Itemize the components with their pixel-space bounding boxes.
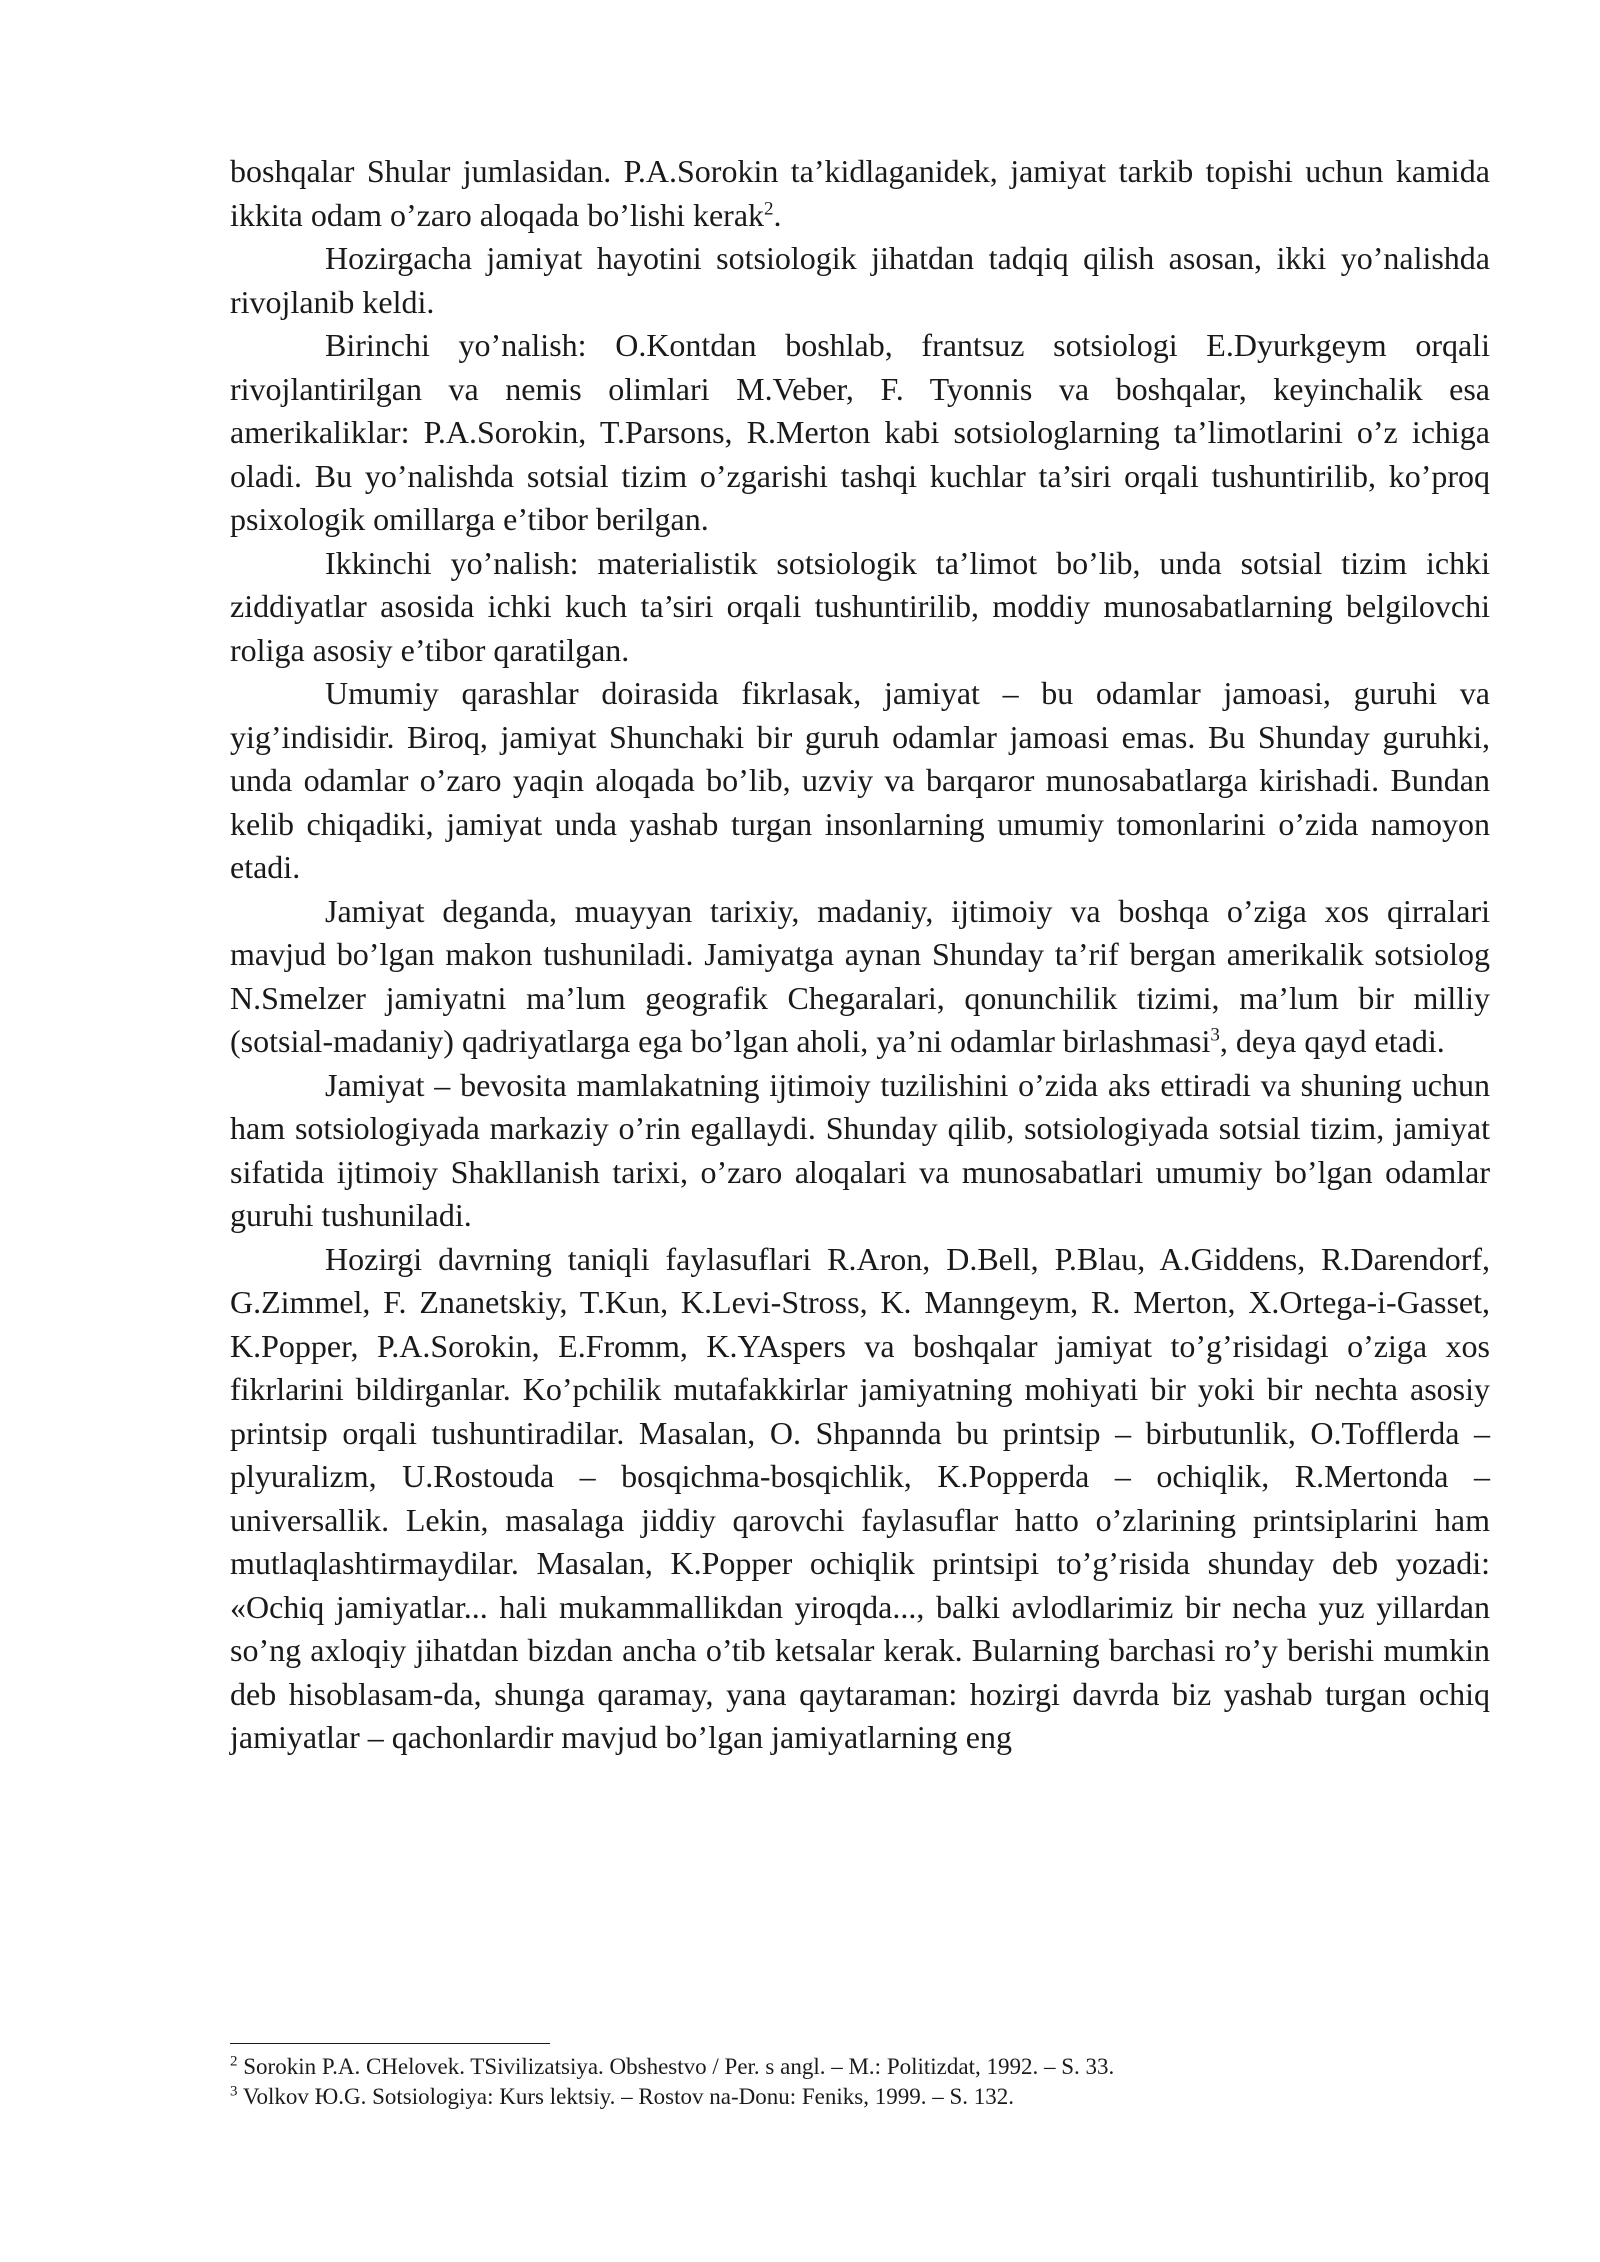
footnote-separator: [230, 2043, 550, 2044]
footnote-text: Volkov Ю.G. Sotsiologiya: Kurs lektsiy. – Rostov na-Donu: Feniks, 1999. – S. 132.: [242, 2084, 1015, 2109]
footnote-ref-2: 2: [764, 197, 774, 219]
footnotes: [230, 2052, 1490, 2112]
footnote-2: [230, 2052, 1490, 2082]
paragraph-5: Umumiy qarashlar doirasida fikrlasak, jamiyat – bu odamlar jamoasi, guruhi va yig’indisidir. Biroq, jamiyat Shunchaki bir guruh odamlar jamoasi emas. Bu Shunday guruhki, unda odamlar o’zaro yaqin aloqada bo’lib, uzviy va barqaror munosabatlarga kirishadi. Bundan kelib chiqadiki, jamiyat unda yashab turgan insonlarning umumiy tomonlarini o’zida namoyon etadi.: [230, 675, 1490, 885]
paragraph-4: Ikkinchi yo’nalish: materialistik sotsiologik ta’limot bo’lib, unda sotsial tizim ichki ziddiyatlar asosida ichki kuch ta’siri orqali tushuntirilib, moddiy munosabatlarning belgilovchi roliga asosiy e’tibor qaratilgan.: [230, 544, 1490, 668]
document-page: [230, 150, 1490, 1760]
footnote-text: Sorokin P.A. CHelovek. TSivilizatsiya. Obshestvo / Per. s angl. – M.: Politizdat, 1992. – S. 33.: [243, 2054, 1115, 2079]
body-text: [230, 150, 1490, 1760]
paragraph-8: Hozirgi davrning taniqli faylasuflari R.Aron, D.Bell, P.Blau, A.Giddens, R.Darendorf, G.Zimmel, F. Znanetskiy, T.Kun, K.Levi-Stross, K. Manngeym, R. Merton, X.Ortega-i-Gasset, K.Popper, P.A.Sorokin, E.Fromm, K.YAspers va boshqalar jamiyat to’g’risidagi o’ziga xos fikrlarini bildirganlar. Ko’pchilik mutafakkirlar jamiyatning mohiyati bir yoki bir nechta asosiy printsip orqali tushuntiradilar. Masalan, O. Shpannda bu printsip – birbutunlik, O.Tofflerda – plyuralizm, U.Rostouda – bosqichma-bosqichlik, K.Popperda – ochiqlik, R.Mertonda – universallik. Lekin, masalaga jiddiy qarovchi faylasuflar hatto o’zlarining printsiplarini ham mutlaqlashtirmaydilar. Masalan, K.Popper ochiqlik printsipi to’g’risida shunday deb yozadi: «Ochiq jamiyatlar... hali mukammallikdan yiroqda..., balki avlodlarimiz bir necha yuz yillardan so’ng axloqiy jihatdan bizdan ancha o’tib ketsalar kerak. Bularning barchasi ro’y berishi mumkin deb hisoblasam-da, shunga qaramay, yana qaytaraman: hozirgi davrda biz yashab turgan ochiq jamiyatlar – qachonlardir mavjud bo’lgan jamiyatlarning eng: [230, 1240, 1490, 1755]
footnote-number: 3: [230, 2083, 238, 2100]
paragraph-2: Hozirgacha jamiyat hayotini sotsiologik jihatdan tadqiq qilish asosan, ikki yo’nalishda rivojlanib keldi.: [230, 240, 1490, 320]
paragraph-1: [230, 150, 1490, 237]
footnote-3: [230, 2082, 1490, 2112]
paragraph-6: [230, 890, 1490, 1064]
footnote-number: 2: [230, 2053, 238, 2070]
paragraph-text: boshqalar Shular jumlasidan. P.A.Sorokin ta’kidlaganidek, jamiyat tarkib topishi uchun kamida ikkita odam o’zaro aloqada bo’lishi kerak: [230, 153, 1490, 233]
paragraph-text: , deya qayd etadi.: [1219, 1023, 1445, 1059]
paragraph-3: Birinchi yo’nalish: O.Kontdan boshlab, frantsuz sotsiologi E.Dyurkgeym orqali rivojlantirilgan va nemis olimlari M.Veber, F. Tyonnis va boshqalar, keyinchalik esa amerikaliklar: P.A.Sorokin, T.Parsons, R.Merton kabi sotsiologlarning ta’limotlarini o’z ichiga oladi. Bu yo’nalishda sotsial tizim o’zgarishi tashqi kuchlar ta’siri orqali tushuntirilib, ko’proq psixologik omillarga e’tibor berilgan.: [230, 327, 1490, 537]
footnote-ref-3: 3: [1210, 1024, 1220, 1046]
paragraph-7: Jamiyat – bevosita mamlakatning ijtimoiy tuzilishini o’zida aks ettiradi va shuning uchun ham sotsiologiyada markaziy o’rin egallaydi. Shunday qilib, sotsiologiyada sotsial tizim, jamiyat sifatida ijtimoiy Shakllanish tarixi, o’zaro aloqalari va munosabatlari umumiy bo’lgan odamlar guruhi tushuniladi.: [230, 1066, 1490, 1233]
paragraph-text: .: [773, 196, 782, 233]
paragraph-text: Jamiyat deganda, muayyan tarixiy, madaniy, ijtimoiy va boshqa o’ziga xos qirralari mavjud bo’lgan makon tushuniladi. Jamiyatga aynan Shunday ta’rif bergan amerikalik sotsiolog N.Smelzer jamiyatni ma’lum geografik Chegaralari, qonunchilik tizimi, ma’lum bir milliy (sotsial-madaniy) qadriyatlarga ega bo’lgan aholi, ya’ni odamlar birlashmasi: [230, 892, 1490, 1059]
